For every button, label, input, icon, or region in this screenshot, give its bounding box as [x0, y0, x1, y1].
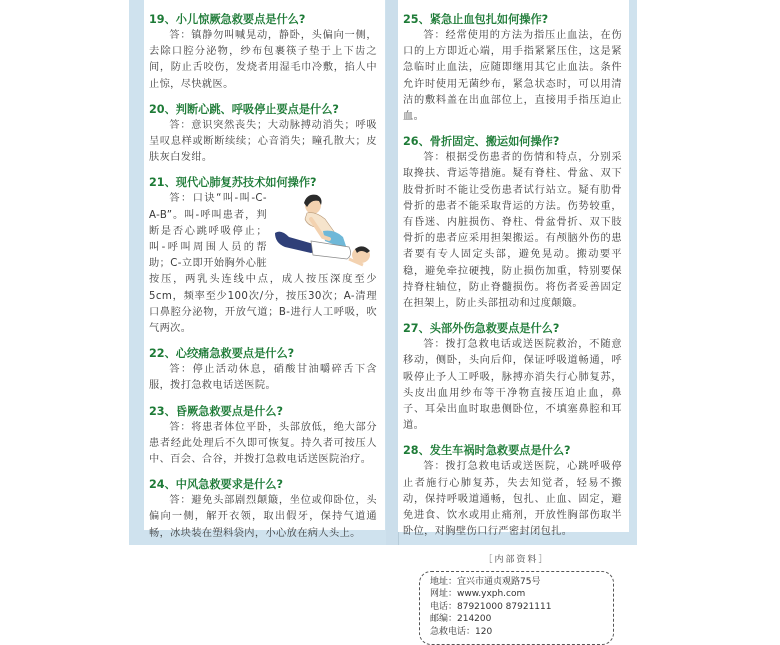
answer-text: 答：镇静勿叫喊晃动，静卧，头偏向一侧，去除口腔分泌物，纱布包裹筷子垫于上下齿之间，防止舌咬伤，发烧者用湿毛巾冷敷，掐人中止惊，尽快就医。	[149, 30, 377, 90]
qa-item-22	[149, 346, 377, 394]
question-heading: 27、头部外伤急救要点是什么?	[403, 322, 560, 336]
question-heading: 24、中风急救要求是什么?	[149, 478, 283, 492]
question-heading: 21、现代心肺复苏技术如何操作?	[149, 176, 317, 190]
answer-text: 答：停止活动休息，硝酸甘油嚼碎舌下含服，拨打急救电话送医院。	[149, 364, 377, 392]
contact-info	[419, 552, 614, 645]
phone-line: 电话：87921000 87921111	[430, 601, 552, 612]
website-line: 网址：www.yxph.com	[430, 589, 526, 600]
qa-item-25	[403, 12, 622, 125]
answer-text: 答：根据受伤患者的伤情和特点，分别采取搀扶、背运等措施。疑有脊柱、骨盆、双下肢骨折时不能让受伤患者试行站立。疑有肋骨骨折的患者不能采取背运的方法。伤势较重，有昏迷、内脏损伤、脊柱、骨盆骨折、双下肢骨折的患者应采用担架搬运。有颅脑外伤的患者要有专人固定头部，避免晃动。搬动要平稳，避免牵拉硬拽，防止损伤加重，特别要保持脊柱轴位，防止脊髓损伤。将伤者妥善固定在担架上，防止头部扭动和过度颠簸。	[403, 152, 622, 310]
answer-text: 答：将患者体位平卧，头部放低，绝大部分患者经此处理后不久即可恢复。持久者可按压人中、百会、合谷，并拨打急救电话送医院治疗。	[149, 421, 377, 466]
cpr-illustration-icon	[271, 193, 383, 271]
qa-item-19	[149, 12, 377, 93]
qa-item-26	[403, 134, 622, 312]
question-heading: 23、昏厥急救要点是什么?	[149, 404, 283, 418]
answer-text: 答：口诀“叫-叫-C-A-B”。叫-呼叫患者，判断是否心跳呼吸停止；叫-呼叫周围人员的帮助；C-立即开始胸外心脏按压，两乳头连线中点，成人按压深度至少5cm，频率至少100次/分，按压30次；A-清理口鼻腔分泌物，开放气道；B-进行人工呼吸，吹气两次。	[149, 193, 377, 335]
question-heading: 28、发生车祸时急救要点是什么?	[403, 444, 571, 458]
internal-material-label: ［内部资料］	[483, 555, 550, 566]
question-heading: 22、心绞痛急救要点是什么?	[149, 347, 295, 361]
question-heading: 19、小儿惊厥急救要点是什么?	[149, 13, 306, 26]
right-panel	[398, 0, 629, 637]
answer-text: 答：避免头部剧烈颠簸，坐位或仰卧位，头偏向一侧，解开衣领，取出假牙，保持气道通畅，冰块装在塑料袋内，小心放在病人头上。	[149, 495, 377, 539]
answer-text: 答：拨打急救电话或送医院，心跳呼吸停止者施行心肺复苏，失去知觉者，轻易不搬动，保持呼吸道通畅，包扎、止血、固定，避免进食、饮水或用止痛剂，开放性胸部伤取半卧位，对胸壁伤口行严密封闭包扎。	[403, 461, 622, 538]
contact-box	[419, 571, 614, 645]
qa-item-23	[149, 404, 377, 469]
left-panel	[144, 0, 385, 539]
answer-text: 答：意识突然丧失；大动脉搏动消失；呼吸呈叹息样或断断续续；心音消失；瞳孔散大；皮肤灰白发绀。	[149, 119, 377, 164]
address-line: 地址：宜兴市通贞观路75号	[430, 576, 541, 587]
qa-item-20	[149, 102, 377, 167]
emergency-line: 急救电话：120	[430, 626, 493, 637]
question-heading: 25、紧急止血包扎如何操作?	[403, 13, 549, 26]
qa-item-24	[149, 477, 377, 542]
postcode-line: 邮编：214200	[430, 614, 492, 625]
question-heading: 26、骨折固定、搬运如何操作?	[403, 135, 560, 149]
answer-text: 答：拨打急救电话或送医院救治，不随意移动，侧卧，头向后仰，保证呼吸道畅通，呼吸停止予人工呼吸，脉搏亦消失行心肺复苏，头皮出血用纱布等干净物直接压迫止血，鼻子、耳朵出血时取患侧卧位，不填塞鼻腔和耳道。	[403, 339, 622, 432]
qa-item-21	[149, 175, 377, 337]
question-heading: 20、判断心跳、呼吸停止要点是什么?	[149, 102, 339, 116]
brochure-sheet	[129, 0, 637, 637]
qa-item-28	[403, 443, 622, 540]
qa-item-27	[403, 321, 622, 434]
answer-text: 答：经常使用的方法为指压止血法，在伤口的上方即近心端，用手指紧紧压住，这是紧急临时止血法，应随即继用其它止血法。条件允许时使用无菌纱布，紧急状态时，可以用清洁的敷料盖在出血部位上，直接用手指压迫止血。	[403, 30, 622, 123]
